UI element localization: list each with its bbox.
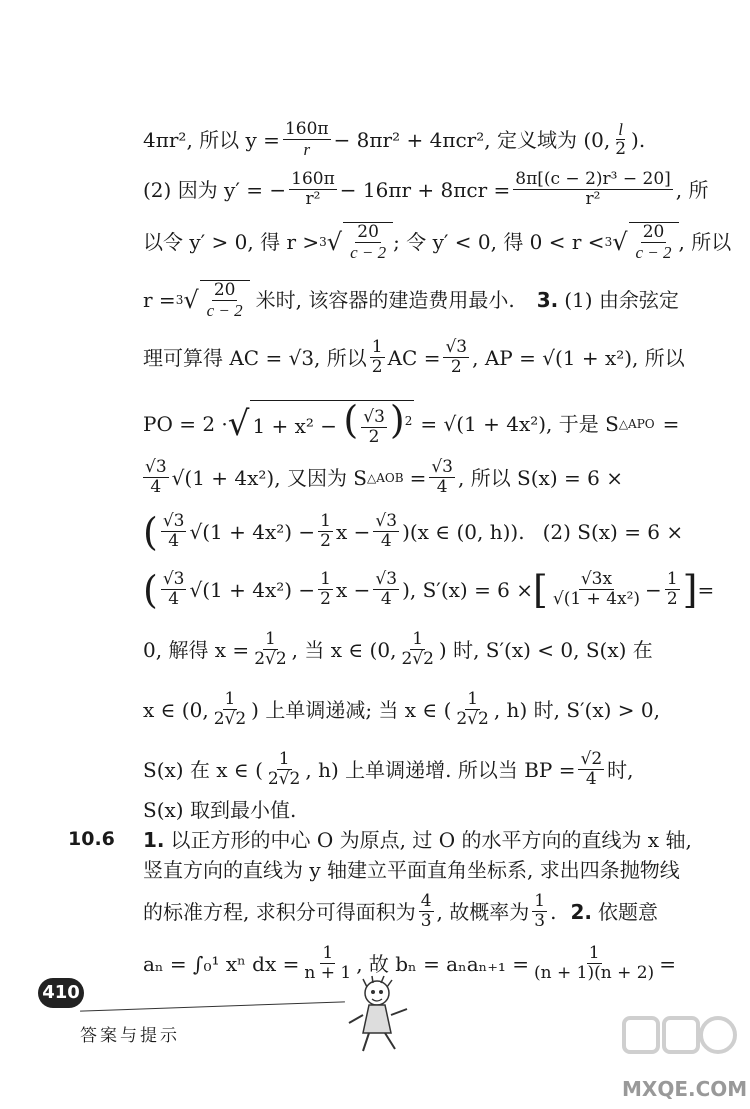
- fraction: $\frac{√3}{4}$: [145, 457, 167, 497]
- root-index: 3: [604, 235, 613, 249]
- radicand: [343, 222, 393, 262]
- fraction: $\frac{1}{3}$: [534, 891, 546, 931]
- text: , 当 x ∈ (0,: [291, 637, 397, 662]
- answer-line-9: ( $\frac{√3}{4}$ √(1 + 4x²) − $\frac{1}{2}$ x − $\frac{√3}{4}$ ), S′(x) = 6 × [ $\frac{√3x}{\text{√(1 + 4x²)}}$ − $\frac{1}{2}$ ] =: [143, 567, 715, 612]
- text: −: [645, 577, 662, 602]
- text: , AP = √(1 + x²), 所以: [472, 345, 685, 370]
- text: S(x) 在 x ∈ (: [143, 757, 263, 782]
- answer-line-8: ( $\frac{√3}{4}$ √(1 + 4x²) − $\frac{1}{2}$ x − $\frac{√3}{4}$ )(x ∈ (0, h)). (2) S(x) = 6 ×: [143, 509, 684, 554]
- fraction: $\frac{20}{c - 2}$: [635, 222, 672, 262]
- fraction: $\frac{l}{2}$: [615, 120, 627, 159]
- fraction: $\frac{√3}{4}$: [162, 511, 185, 551]
- fraction: $\frac{√3}{4}$: [431, 457, 453, 497]
- radical-sign: √: [612, 228, 628, 256]
- fraction: $\frac{1}{2}$: [666, 569, 678, 609]
- text: , 所以: [678, 230, 732, 254]
- answer-line-14: [143, 828, 692, 852]
- text: 4πr², 所以 y =: [143, 127, 280, 152]
- watermark-text: MXQE.COM: [622, 1077, 748, 1101]
- text: ) 上单调递减; 当 x ∈ (: [251, 697, 452, 722]
- fraction: $\frac{√3x}{\text{√(1 + 4x²)}}$: [552, 569, 641, 609]
- text: ).: [631, 127, 646, 152]
- fraction: $\frac{\text{8π[(c − 2)r³ − 20]}}{\text{r²}}$: [515, 169, 671, 209]
- answer-line-16: [143, 892, 688, 931]
- answer-line-12: [143, 750, 688, 789]
- answer-line-3: [143, 222, 732, 262]
- text: 米时, 该容器的建造费用最小.: [255, 288, 515, 312]
- text: x −: [336, 577, 371, 602]
- text: − 8πr² + 4πcr², 定义域为 (0,: [333, 127, 611, 152]
- page-number: 410: [38, 978, 84, 1008]
- text: , h) 上单调递增. 所以当 BP =: [305, 757, 576, 782]
- text: aₙ = ∫₀¹ xⁿ dx =: [143, 951, 300, 976]
- fraction: $\frac{1}{2√2}$: [254, 629, 287, 669]
- fraction: $\frac{1}{(n + 1)(n + 2)}$: [534, 943, 655, 983]
- fraction: $\frac{1}{2√2}$: [213, 689, 247, 729]
- text: (2) 因为 y′ = −: [143, 177, 287, 202]
- answer-line-11: [143, 690, 688, 729]
- text: , 故 bₙ = aₙaₙ₊₁ =: [356, 951, 530, 976]
- text: =: [662, 411, 680, 436]
- fraction: $\frac{√3}{2}$: [363, 407, 385, 447]
- text: x −: [336, 519, 371, 544]
- answer-line-15: [143, 858, 688, 882]
- text: ) 时, S′(x) < 0, S(x) 在: [438, 637, 653, 662]
- text: 依题意: [597, 899, 658, 924]
- text: x ∈ (0,: [143, 697, 209, 722]
- answer-line-6: [143, 400, 688, 447]
- answer-line-13: [143, 798, 688, 822]
- fraction: $\frac{1}{n + 1}$: [304, 943, 352, 983]
- text: , 所: [675, 177, 709, 202]
- radicand: [629, 222, 679, 262]
- text: , h) 时, S′(x) > 0,: [493, 697, 660, 722]
- radical-sign: √: [326, 228, 343, 256]
- text: , 故概率为: [436, 899, 530, 924]
- fraction: $\frac{√3}{2}$: [445, 337, 468, 377]
- root-index: 3: [319, 235, 327, 249]
- text: (2) S(x) = 6 ×: [542, 519, 684, 544]
- item-number: 3.: [536, 288, 559, 312]
- fraction: $\frac{160\pi}{r}$: [284, 119, 329, 159]
- text: 0, 解得 x =: [143, 637, 250, 662]
- text: AC =: [387, 345, 441, 370]
- cartoon-mascot-icon: [345, 975, 415, 1055]
- text: .: [550, 899, 557, 924]
- fraction: $\frac{1}{2}$: [320, 511, 331, 551]
- item-number: 2.: [570, 899, 592, 924]
- radicand: 1 + x² − ( $\frac{√3}{2}$ )$^2$: [252, 398, 413, 447]
- answer-line-5: [143, 338, 688, 377]
- answer-line-7: [143, 458, 688, 497]
- text: = √(1 + 4x²), 于是 S: [420, 411, 619, 436]
- radicand: [200, 280, 250, 320]
- text: √(1 + 4x²) −: [189, 519, 316, 544]
- answer-line-2: [143, 169, 709, 209]
- answer-line-17: [143, 944, 688, 983]
- text: 的标准方程, 求积分可得面积为: [143, 899, 416, 924]
- fraction: $\frac{160\pi}{\text{r²}}$: [291, 169, 335, 209]
- text: r =: [143, 288, 176, 312]
- text: 时,: [607, 757, 634, 782]
- fraction: $\frac{√2}{4}$: [580, 749, 603, 789]
- text: √(1 + 4x²) −: [189, 577, 316, 602]
- footer-rule: [80, 1001, 345, 1011]
- fraction: $\frac{1}{2}$: [320, 569, 331, 609]
- subscript: △APO: [618, 416, 655, 431]
- fraction: $\frac{20}{c - 2}$: [206, 280, 243, 320]
- root-index: 3: [175, 293, 184, 307]
- item-number: 1.: [143, 828, 165, 852]
- answer-line-4: [143, 280, 688, 320]
- fraction: $\frac{20}{c - 2}$: [350, 222, 387, 262]
- text: )(x ∈ (0, h)).: [402, 519, 525, 544]
- text: √(1 + 4x²), 又因为 S: [171, 465, 367, 490]
- text: 理可算得 AC = √3, 所以: [143, 345, 367, 370]
- text: 以正方形的中心 O 为原点, 过 O 的水平方向的直线为 x 轴,: [170, 828, 692, 852]
- fraction: $\frac{√3}{4}$: [162, 569, 185, 609]
- text: 竖直方向的直线为 y 轴建立平面直角坐标系, 求出四条抛物线: [143, 858, 680, 882]
- text: PO = 2 ·: [143, 411, 228, 436]
- fraction: $\frac{4}{3}$: [420, 891, 432, 931]
- text: − 16πr + 8πcr =: [339, 177, 511, 202]
- text: =: [659, 951, 676, 976]
- radical-sign: √: [227, 403, 250, 444]
- text: ; 令 y′ < 0, 得 0 < r <: [393, 230, 605, 254]
- answer-line-1: [143, 120, 688, 159]
- text: =: [409, 465, 427, 490]
- fraction: $\frac{1}{2√2}$: [401, 629, 434, 669]
- answer-line-10: [143, 630, 688, 669]
- fraction: $\frac{1}{2√2}$: [267, 749, 301, 789]
- text: =: [697, 577, 715, 602]
- fraction: $\frac{√3}{4}$: [375, 569, 398, 609]
- footer-label: 答案与提示: [80, 1026, 180, 1046]
- fraction: $\frac{√3}{4}$: [375, 511, 398, 551]
- subscript: △AOB: [367, 470, 404, 485]
- text: (1) 由余弦定: [564, 288, 679, 312]
- fraction: $\frac{1}{2}$: [371, 337, 383, 377]
- fraction: $\frac{1}{2√2}$: [456, 689, 489, 729]
- text: ), S′(x) = 6 ×: [402, 577, 534, 602]
- text: 以令 y′ > 0, 得 r >: [143, 230, 320, 254]
- radical-sign: √: [183, 286, 199, 314]
- text: , 所以 S(x) = 6 ×: [457, 465, 623, 490]
- section-number: 10.6: [68, 828, 115, 850]
- text: S(x) 取到最小值.: [143, 798, 297, 822]
